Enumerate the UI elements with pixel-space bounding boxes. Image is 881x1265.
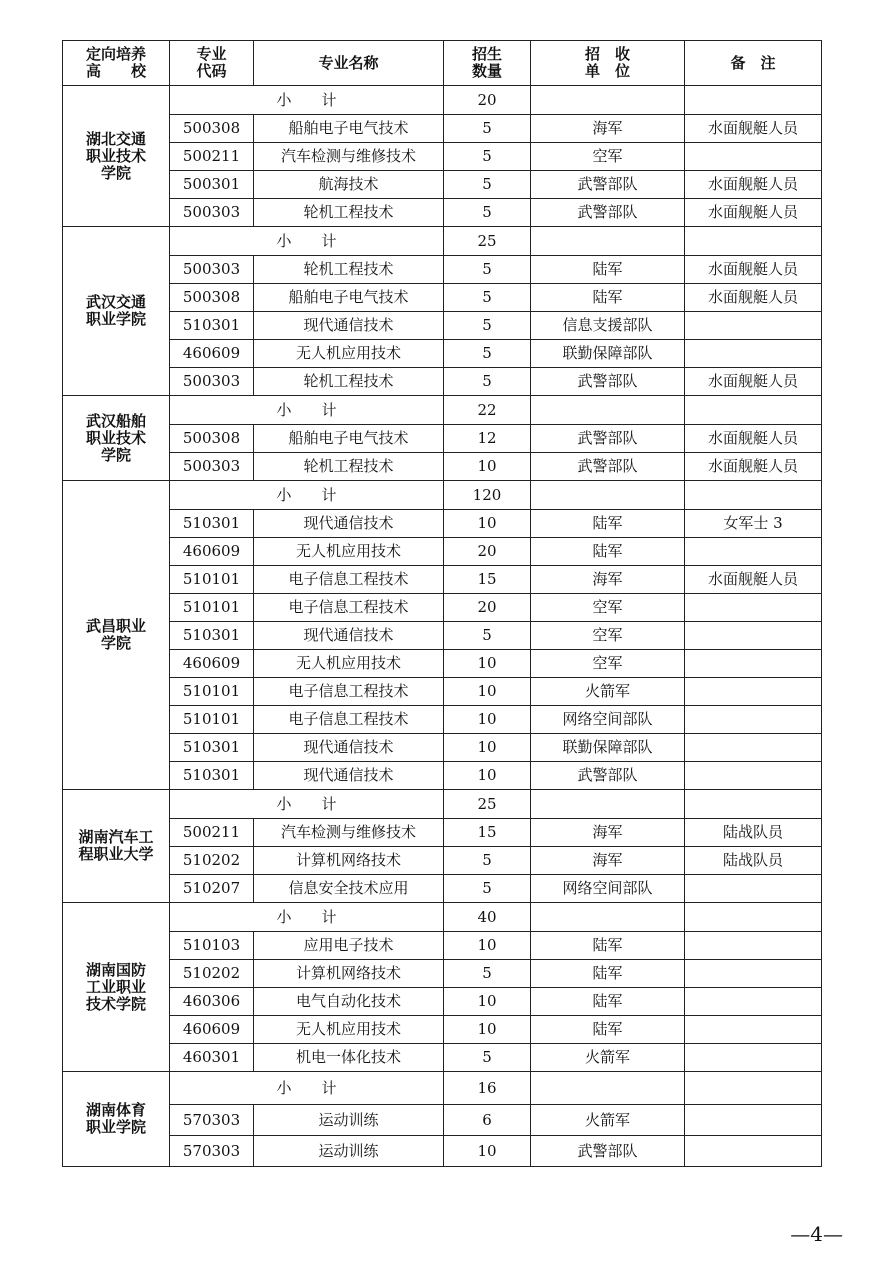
- subtotal-row: [63, 1072, 822, 1105]
- major-code-cell: 460301: [170, 1044, 254, 1072]
- page-number: —4—: [790, 1222, 843, 1246]
- major-code-cell: 510101: [170, 594, 254, 622]
- major-name-cell: 轮机工程技术: [254, 453, 444, 481]
- major-code-cell: 460609: [170, 538, 254, 566]
- table-row: [63, 1044, 822, 1072]
- enroll-count-cell: 10: [444, 453, 531, 481]
- note-cell: 水面舰艇人员: [685, 171, 822, 199]
- major-name-cell: 汽车检测与维修技术: [254, 819, 444, 847]
- subtotal-note: [685, 86, 822, 115]
- header-unit: 招 收 单 位: [531, 41, 685, 86]
- subtotal-count: 25: [444, 227, 531, 256]
- note-cell: 水面舰艇人员: [685, 284, 822, 312]
- subtotal-note: [685, 227, 822, 256]
- subtotal-count: 16: [444, 1072, 531, 1105]
- major-code-cell: 460609: [170, 1016, 254, 1044]
- note-cell: [685, 312, 822, 340]
- enroll-count-cell: 5: [444, 171, 531, 199]
- note-cell: [685, 143, 822, 171]
- table-row: [63, 650, 822, 678]
- major-code-cell: 510202: [170, 847, 254, 875]
- note-cell: [685, 340, 822, 368]
- major-name-cell: 无人机应用技术: [254, 1016, 444, 1044]
- enroll-count-cell: 5: [444, 256, 531, 284]
- note-cell: [685, 1105, 822, 1136]
- enroll-count-cell: 10: [444, 932, 531, 960]
- table-row: [63, 368, 822, 396]
- enroll-count-cell: 15: [444, 819, 531, 847]
- enroll-count-cell: 10: [444, 650, 531, 678]
- major-code-cell: 510207: [170, 875, 254, 903]
- table-row: [63, 622, 822, 650]
- major-code-cell: 460609: [170, 340, 254, 368]
- subtotal-unit: [531, 396, 685, 425]
- major-code-cell: 500303: [170, 256, 254, 284]
- subtotal-count: 40: [444, 903, 531, 932]
- enroll-count-cell: 5: [444, 622, 531, 650]
- note-cell: [685, 875, 822, 903]
- enroll-count-cell: 5: [444, 368, 531, 396]
- table-row: [63, 932, 822, 960]
- table-row: [63, 847, 822, 875]
- subtotal-note: [685, 1072, 822, 1105]
- note-cell: 水面舰艇人员: [685, 368, 822, 396]
- subtotal-note: [685, 481, 822, 510]
- major-code-cell: 460609: [170, 650, 254, 678]
- major-code-cell: 510301: [170, 312, 254, 340]
- major-name-cell: 计算机网络技术: [254, 960, 444, 988]
- major-name-cell: 船舶电子电气技术: [254, 115, 444, 143]
- subtotal-note: [685, 790, 822, 819]
- header-school: 定向培养 高 校: [63, 41, 170, 86]
- subtotal-count: 120: [444, 481, 531, 510]
- major-name-cell: 信息安全技术应用: [254, 875, 444, 903]
- major-name-cell: 无人机应用技术: [254, 538, 444, 566]
- major-name-cell: 机电一体化技术: [254, 1044, 444, 1072]
- subtotal-row: [63, 227, 822, 256]
- subtotal-count: 22: [444, 396, 531, 425]
- major-name-cell: 轮机工程技术: [254, 368, 444, 396]
- header-code: 专业 代码: [170, 41, 254, 86]
- enroll-count-cell: 5: [444, 199, 531, 227]
- subtotal-label: 小 计: [170, 903, 444, 932]
- subtotal-unit: [531, 903, 685, 932]
- recruit-unit-cell: 武警部队: [531, 762, 685, 790]
- school-name: 武昌职业 学院: [63, 481, 170, 790]
- recruit-unit-cell: 武警部队: [531, 453, 685, 481]
- recruit-unit-cell: 信息支援部队: [531, 312, 685, 340]
- enroll-count-cell: 5: [444, 847, 531, 875]
- major-code-cell: 500303: [170, 199, 254, 227]
- major-code-cell: 500301: [170, 171, 254, 199]
- table-row: [63, 988, 822, 1016]
- major-name-cell: 汽车检测与维修技术: [254, 143, 444, 171]
- table-row: [63, 143, 822, 171]
- recruit-unit-cell: 海军: [531, 115, 685, 143]
- enroll-count-cell: 10: [444, 1136, 531, 1167]
- school-name: 湖北交通 职业技术 学院: [63, 86, 170, 227]
- table-row: [63, 1016, 822, 1044]
- major-code-cell: 500211: [170, 143, 254, 171]
- recruit-unit-cell: 陆军: [531, 932, 685, 960]
- note-cell: 水面舰艇人员: [685, 199, 822, 227]
- note-cell: [685, 678, 822, 706]
- recruit-unit-cell: 陆军: [531, 538, 685, 566]
- major-name-cell: 轮机工程技术: [254, 199, 444, 227]
- table-row: [63, 453, 822, 481]
- major-name-cell: 无人机应用技术: [254, 650, 444, 678]
- note-cell: [685, 1016, 822, 1044]
- enroll-count-cell: 10: [444, 1016, 531, 1044]
- subtotal-unit: [531, 86, 685, 115]
- enroll-count-cell: 20: [444, 594, 531, 622]
- school-name: 湖南体育 职业学院: [63, 1072, 170, 1167]
- table-row: [63, 1105, 822, 1136]
- major-name-cell: 电子信息工程技术: [254, 566, 444, 594]
- table-row: [63, 256, 822, 284]
- major-name-cell: 轮机工程技术: [254, 256, 444, 284]
- note-cell: 水面舰艇人员: [685, 425, 822, 453]
- note-cell: [685, 734, 822, 762]
- table-row: [63, 594, 822, 622]
- recruit-unit-cell: 火箭军: [531, 1044, 685, 1072]
- subtotal-row: [63, 396, 822, 425]
- note-cell: [685, 988, 822, 1016]
- recruit-unit-cell: 陆军: [531, 256, 685, 284]
- enroll-count-cell: 5: [444, 312, 531, 340]
- recruit-unit-cell: 网络空间部队: [531, 706, 685, 734]
- note-cell: [685, 1044, 822, 1072]
- major-name-cell: 现代通信技术: [254, 734, 444, 762]
- table-row: [63, 960, 822, 988]
- school-name: 湖南国防 工业职业 技术学院: [63, 903, 170, 1072]
- note-cell: [685, 650, 822, 678]
- recruit-unit-cell: 空军: [531, 594, 685, 622]
- major-name-cell: 现代通信技术: [254, 312, 444, 340]
- major-code-cell: 570303: [170, 1136, 254, 1167]
- enroll-count-cell: 20: [444, 538, 531, 566]
- major-name-cell: 现代通信技术: [254, 622, 444, 650]
- recruit-unit-cell: 陆军: [531, 960, 685, 988]
- recruit-unit-cell: 网络空间部队: [531, 875, 685, 903]
- major-code-cell: 510101: [170, 566, 254, 594]
- enroll-count-cell: 5: [444, 284, 531, 312]
- subtotal-label: 小 计: [170, 396, 444, 425]
- table-row: [63, 538, 822, 566]
- note-cell: [685, 594, 822, 622]
- note-cell: [685, 622, 822, 650]
- major-name-cell: 航海技术: [254, 171, 444, 199]
- note-cell: 陆战队员: [685, 819, 822, 847]
- table-row: [63, 199, 822, 227]
- enroll-count-cell: 5: [444, 960, 531, 988]
- subtotal-label: 小 计: [170, 227, 444, 256]
- major-code-cell: 510301: [170, 734, 254, 762]
- major-code-cell: 500308: [170, 284, 254, 312]
- major-code-cell: 510103: [170, 932, 254, 960]
- enroll-count-cell: 12: [444, 425, 531, 453]
- major-code-cell: 510101: [170, 678, 254, 706]
- major-code-cell: 500303: [170, 453, 254, 481]
- recruit-unit-cell: 海军: [531, 566, 685, 594]
- table-row: [63, 819, 822, 847]
- enroll-count-cell: 10: [444, 734, 531, 762]
- note-cell: [685, 932, 822, 960]
- note-cell: [685, 762, 822, 790]
- recruit-unit-cell: 武警部队: [531, 368, 685, 396]
- subtotal-unit: [531, 481, 685, 510]
- note-cell: [685, 960, 822, 988]
- note-cell: [685, 1136, 822, 1167]
- subtotal-unit: [531, 1072, 685, 1105]
- school-name: 武汉船舶 职业技术 学院: [63, 396, 170, 481]
- recruit-unit-cell: 武警部队: [531, 171, 685, 199]
- major-name-cell: 运动训练: [254, 1105, 444, 1136]
- school-name: 湖南汽车工 程职业大学: [63, 790, 170, 903]
- note-cell: 水面舰艇人员: [685, 256, 822, 284]
- major-code-cell: 570303: [170, 1105, 254, 1136]
- subtotal-row: [63, 790, 822, 819]
- enroll-count-cell: 10: [444, 706, 531, 734]
- header-major: 专业名称: [254, 41, 444, 86]
- major-code-cell: 510301: [170, 762, 254, 790]
- header-note: 备 注: [685, 41, 822, 86]
- recruit-unit-cell: 联勤保障部队: [531, 340, 685, 368]
- note-cell: [685, 706, 822, 734]
- recruit-unit-cell: 武警部队: [531, 1136, 685, 1167]
- recruit-unit-cell: 陆军: [531, 988, 685, 1016]
- major-name-cell: 计算机网络技术: [254, 847, 444, 875]
- subtotal-unit: [531, 790, 685, 819]
- major-name-cell: 应用电子技术: [254, 932, 444, 960]
- subtotal-unit: [531, 227, 685, 256]
- enroll-count-cell: 6: [444, 1105, 531, 1136]
- table-row: [63, 678, 822, 706]
- recruit-unit-cell: 火箭军: [531, 1105, 685, 1136]
- note-cell: 女军士 3: [685, 510, 822, 538]
- major-code-cell: 510301: [170, 510, 254, 538]
- enroll-count-cell: 5: [444, 1044, 531, 1072]
- recruit-unit-cell: 海军: [531, 847, 685, 875]
- table-row: [63, 734, 822, 762]
- recruit-unit-cell: 空军: [531, 143, 685, 171]
- note-cell: [685, 538, 822, 566]
- subtotal-label: 小 计: [170, 790, 444, 819]
- recruit-unit-cell: 海军: [531, 819, 685, 847]
- subtotal-label: 小 计: [170, 86, 444, 115]
- subtotal-note: [685, 396, 822, 425]
- table-body: [63, 86, 822, 1167]
- table-row: [63, 115, 822, 143]
- enroll-count-cell: 5: [444, 875, 531, 903]
- note-cell: 水面舰艇人员: [685, 566, 822, 594]
- table-row: [63, 284, 822, 312]
- recruit-unit-cell: 陆军: [531, 510, 685, 538]
- note-cell: 陆战队员: [685, 847, 822, 875]
- recruit-unit-cell: 联勤保障部队: [531, 734, 685, 762]
- recruit-unit-cell: 空军: [531, 650, 685, 678]
- recruit-unit-cell: 火箭军: [531, 678, 685, 706]
- major-code-cell: 500308: [170, 115, 254, 143]
- header-count: 招生 数量: [444, 41, 531, 86]
- header-row: [63, 41, 822, 86]
- table-row: [63, 1136, 822, 1167]
- enroll-count-cell: 10: [444, 678, 531, 706]
- table-row: [63, 566, 822, 594]
- major-code-cell: 510101: [170, 706, 254, 734]
- enroll-count-cell: 5: [444, 340, 531, 368]
- enroll-count-cell: 5: [444, 143, 531, 171]
- recruit-unit-cell: 武警部队: [531, 199, 685, 227]
- subtotal-row: [63, 481, 822, 510]
- major-name-cell: 现代通信技术: [254, 510, 444, 538]
- major-name-cell: 现代通信技术: [254, 762, 444, 790]
- subtotal-label: 小 计: [170, 1072, 444, 1105]
- note-cell: 水面舰艇人员: [685, 115, 822, 143]
- major-code-cell: 500308: [170, 425, 254, 453]
- subtotal-row: [63, 86, 822, 115]
- recruit-unit-cell: 空军: [531, 622, 685, 650]
- major-code-cell: 460306: [170, 988, 254, 1016]
- subtotal-count: 25: [444, 790, 531, 819]
- major-name-cell: 电子信息工程技术: [254, 678, 444, 706]
- enroll-count-cell: 5: [444, 115, 531, 143]
- enrollment-table: [62, 40, 822, 1167]
- enroll-count-cell: 10: [444, 988, 531, 1016]
- major-name-cell: 运动训练: [254, 1136, 444, 1167]
- major-code-cell: 510301: [170, 622, 254, 650]
- enroll-count-cell: 10: [444, 510, 531, 538]
- major-name-cell: 电气自动化技术: [254, 988, 444, 1016]
- table-row: [63, 171, 822, 199]
- major-name-cell: 无人机应用技术: [254, 340, 444, 368]
- enroll-count-cell: 10: [444, 762, 531, 790]
- recruit-unit-cell: 陆军: [531, 1016, 685, 1044]
- subtotal-count: 20: [444, 86, 531, 115]
- major-name-cell: 船舶电子电气技术: [254, 425, 444, 453]
- note-cell: 水面舰艇人员: [685, 453, 822, 481]
- major-code-cell: 500303: [170, 368, 254, 396]
- enroll-count-cell: 15: [444, 566, 531, 594]
- table-row: [63, 312, 822, 340]
- recruit-unit-cell: 陆军: [531, 284, 685, 312]
- table-row: [63, 340, 822, 368]
- subtotal-row: [63, 903, 822, 932]
- table-row: [63, 762, 822, 790]
- table-row: [63, 510, 822, 538]
- school-name: 武汉交通 职业学院: [63, 227, 170, 396]
- major-code-cell: 500211: [170, 819, 254, 847]
- table-row: [63, 706, 822, 734]
- recruit-unit-cell: 武警部队: [531, 425, 685, 453]
- major-name-cell: 电子信息工程技术: [254, 594, 444, 622]
- table-row: [63, 425, 822, 453]
- table-row: [63, 875, 822, 903]
- major-name-cell: 电子信息工程技术: [254, 706, 444, 734]
- subtotal-label: 小 计: [170, 481, 444, 510]
- subtotal-note: [685, 903, 822, 932]
- major-name-cell: 船舶电子电气技术: [254, 284, 444, 312]
- major-code-cell: 510202: [170, 960, 254, 988]
